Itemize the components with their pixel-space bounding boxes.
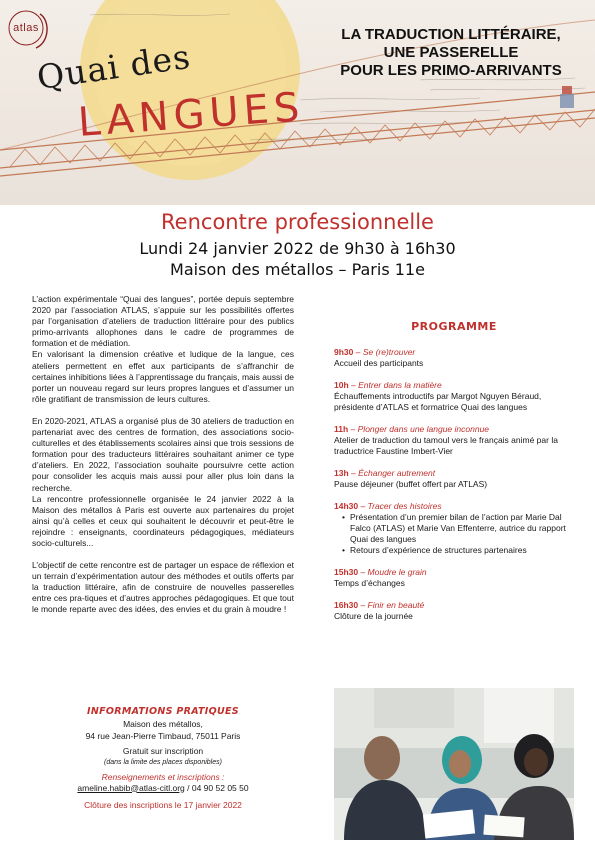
slot-description: Clôture de la journée xyxy=(334,611,413,621)
slot-description: Temps d’échanges xyxy=(334,578,405,588)
intro-text xyxy=(32,294,294,616)
slot-time: 15h30 xyxy=(334,567,359,577)
slot-bullet: • Retours d’expérience de structures partenaires xyxy=(344,545,574,556)
brand-quai-des: Quai des xyxy=(34,36,194,97)
slot-description: Pause déjeuner (buffet offert par ATLAS) xyxy=(334,479,488,489)
slot-topic: – Plonger dans une langue inconnue xyxy=(348,424,490,434)
workshop-photo-image xyxy=(334,688,574,840)
slot-bullet: • Présentation d’un premier bilan de l’action par Marie Dal Falco (ATLAS) et Marie Van Effenterre, autrice du rapport Quai des langues xyxy=(344,512,574,545)
event-place: Maison des métallos – Paris 11e xyxy=(170,260,425,279)
slot-topic: – Entrer dans la matière xyxy=(348,380,442,390)
slot-topic: – Finir en beauté xyxy=(358,600,425,610)
programme xyxy=(334,320,574,633)
intro-paragraph: La rencontre professionnelle organisée le 24 janvier 2022 à la Maison des métallos à Paris est ouverte aux partenaires du projet ainsi qu’à celles et ceux qui souhaitent le découvrir et peut-être le rejoindre : enseignants, coordinateurs pédagogiques, médiateurs socio-culturels... xyxy=(32,493,294,548)
tagline-line-3: POUR LES PRIMO-ARRIVANTS xyxy=(340,62,562,79)
workshop-photo xyxy=(334,688,574,840)
slot-time: 9h30 xyxy=(334,347,354,357)
event-date: Lundi 24 janvier 2022 de 9h30 à 16h30 xyxy=(139,239,456,258)
intro-paragraph: L’action expérimentale “Quai des langues”, portée depuis septembre 2020 par l’association ATLAS, s’appuie sur les possibilités offertes par l’organisation d’ateliers de traduction littéraire pour des publics primo-arrivants allophones dans le cadre de programmes de formation et de médiation. xyxy=(32,294,294,349)
programme-slot xyxy=(334,424,574,457)
slot-topic: – Se (re)trouver xyxy=(353,347,416,357)
slot-description: Accueil des participants xyxy=(334,358,424,368)
contact-label: Renseignements et inscriptions : xyxy=(101,771,225,782)
slot-heading xyxy=(334,600,574,611)
slot-heading xyxy=(334,468,574,479)
intro-paragraph: En 2020-2021, ATLAS a organisé plus de 30 ateliers de traduction en partenariat avec des centres de formation, des associations socio-culturelles et des établissements scolaires ainsi que trois sessions de formation pour des traducteurs littéraires souhaitant animer ce type d’ateliers. En 2022, l’association souhaite poursuivre cette action pour consolider les acquis mais aussi pour aller plus loin dans la recherche. xyxy=(32,415,294,493)
event-title: Rencontre professionnelle xyxy=(161,210,434,234)
tagline-line-1: LA TRADUCTION LITTÉRAIRE, xyxy=(341,26,561,43)
slot-topic: – Échanger autrement xyxy=(348,468,436,478)
programme-slot xyxy=(334,468,574,490)
venue-address: 94 rue Jean-Pierre Timbaud, 75011 Paris xyxy=(85,730,241,741)
programme-slot xyxy=(334,380,574,413)
tagline-line-2: UNE PASSERELLE xyxy=(383,44,519,61)
slot-time: 14h30 xyxy=(334,501,359,511)
programme-slot xyxy=(334,501,574,556)
slot-bullet-list xyxy=(334,512,574,556)
slot-topic: – Tracer des histoires xyxy=(358,501,442,511)
slot-heading xyxy=(334,501,574,512)
slot-time: 13h xyxy=(334,468,349,478)
programme-slot xyxy=(334,347,574,369)
programme-title: PROGRAMME xyxy=(411,320,497,333)
brand-langues: LANGUES xyxy=(76,84,306,146)
tagline xyxy=(320,26,582,80)
slot-heading xyxy=(334,424,574,435)
contact-line xyxy=(32,783,294,795)
contact-phone: / 04 90 52 05 50 xyxy=(184,782,249,793)
slot-description: Échauffements introductifs par Margot Nguyen Béraud, présidente d’ATLAS et formatrice Quai des langues xyxy=(334,391,542,412)
venue-name: Maison des métallos, xyxy=(123,719,203,729)
intro-paragraph: En valorisant la dimension créative et ludique de la langue, ces ateliers permettent en effet aux participants de s’affranchir de certaines inhibitions liées à l’apprentissage du français, mais aussi de porter un nouveau regard sur leurs propres langues et d’assumer un rôle gratifiant de transmission de leurs cultures. xyxy=(32,349,294,404)
limit-note: (dans la limite des places disponibles) xyxy=(104,758,222,766)
slot-heading xyxy=(334,380,574,391)
atlas-logo-text: atlas xyxy=(13,22,39,34)
slot-time: 10h xyxy=(334,380,349,390)
practical-info-title: INFORMATIONS PRATIQUES xyxy=(87,706,239,717)
slot-heading xyxy=(334,567,574,578)
atlas-logo xyxy=(6,6,54,54)
practical-info xyxy=(32,706,294,810)
slot-time: 16h30 xyxy=(334,600,359,610)
programme-slot xyxy=(334,600,574,622)
registration-closing: Clôture des inscriptions le 17 janvier 2022 xyxy=(84,800,242,810)
slot-description: Atelier de traduction du tamoul vers le français animé par la traductrice Faustine Imbert-Vier xyxy=(334,435,558,456)
fee-note: Gratuit sur inscription xyxy=(122,746,204,756)
intro-paragraph: L’objectif de cette rencontre est de partager un espace de réflexion et un terrain d’expérimentation autour des méthodes et outils offerts par la traduction littéraire, afin de construire de nouvelles passerelles entre ces pra-tiques et d’autres approches pédagogiques. Et que tout le monde reparte avec des idées, des envies et du grain à moudre ! xyxy=(32,560,294,615)
slot-time: 11h xyxy=(334,424,349,434)
programme-slot xyxy=(334,567,574,589)
slot-topic: – Moudre le grain xyxy=(358,567,427,577)
header-banner xyxy=(0,0,595,205)
contact-email-link[interactable]: ameline.habib@atlas-citl.org xyxy=(77,782,185,793)
slot-heading xyxy=(334,347,574,358)
